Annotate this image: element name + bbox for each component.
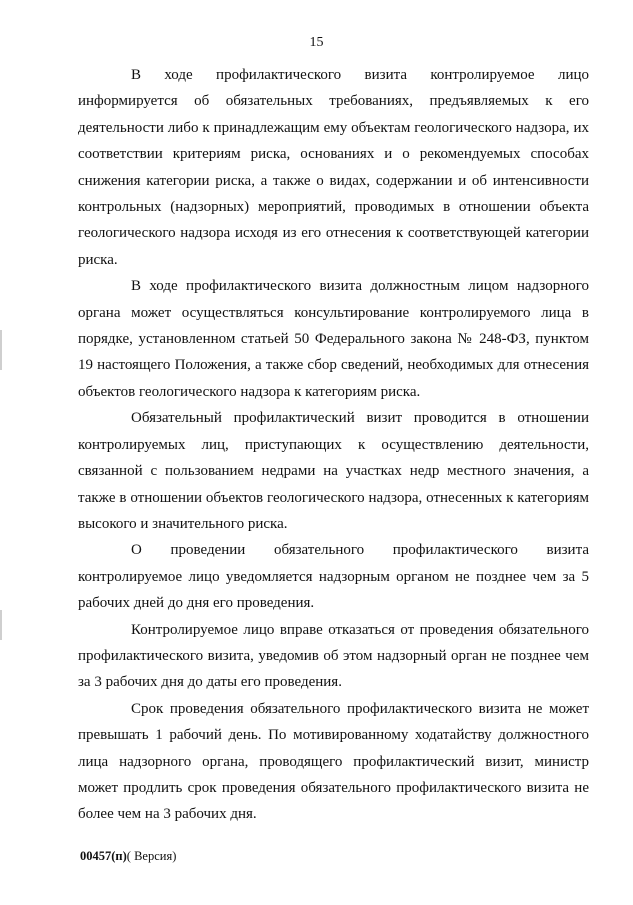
- document-footer: [80, 849, 176, 864]
- document-code: 00457(п): [80, 849, 127, 863]
- scan-edge-mark: [0, 330, 2, 370]
- paragraph-visit-consulting: В ходе профилактического визита должностным лицом надзорного органа может осуществляться консультирование контролируемого лица в порядке, установленном статьей 50 Федерального закона № 248-ФЗ, пунктом 19 настоящего Положения, а также сбор сведений, необходимых для отнесения объектов геологического надзора к категориям риска.: [78, 278, 589, 400]
- document-body: [78, 62, 589, 828]
- paragraph-duration: Срок проведения обязательного профилактического визита не может превышать 1 рабочий день. По мотивированному ходатайству должностного лица надзорного органа, проводящего профилактический визит, министр может продлить срок проведения обязательного профилактического визита не более чем на 3 рабочих дня.: [78, 700, 589, 823]
- page-number: 15: [309, 35, 324, 50]
- scan-edge-mark: [0, 610, 2, 640]
- paragraph-visit-informing: В ходе профилактического визита контролируемое лицо информируется об обязательных требованиях, предъявляемых к его деятельности либо к принадлежащим ему объектам геологического надзора, их соответствии критериям риска, основаниях и о рекомендуемых способах снижения категории риска, а также о видах, содержании и об интенсивности контрольных (надзорных) мероприятий, проводимых в отношении объекта геологического надзора исходя из его отнесения к соответствующей категории риска.: [78, 67, 589, 268]
- paragraph-notification: О проведении обязательного профилактического визита контролируемое лицо уведомляется надзорным органом не позднее чем за 5 рабочих дней до дня его проведения.: [78, 542, 589, 612]
- document-version: ( Версия): [126, 849, 177, 863]
- paragraph-mandatory-visit: Обязательный профилактический визит проводится в отношении контролируемых лиц, приступающих к осуществлению деятельности, связанной с пользованием недрами на участках недр местного значения, а также в отношении объектов геологического надзора, отнесенных к категориям высокого и значительного риска.: [78, 410, 589, 532]
- paragraph-refusal: Контролируемое лицо вправе отказаться от проведения обязательного профилактического визита, уведомив об этом надзорный орган не позднее чем за 3 рабочих дня до даты его проведения.: [78, 621, 589, 691]
